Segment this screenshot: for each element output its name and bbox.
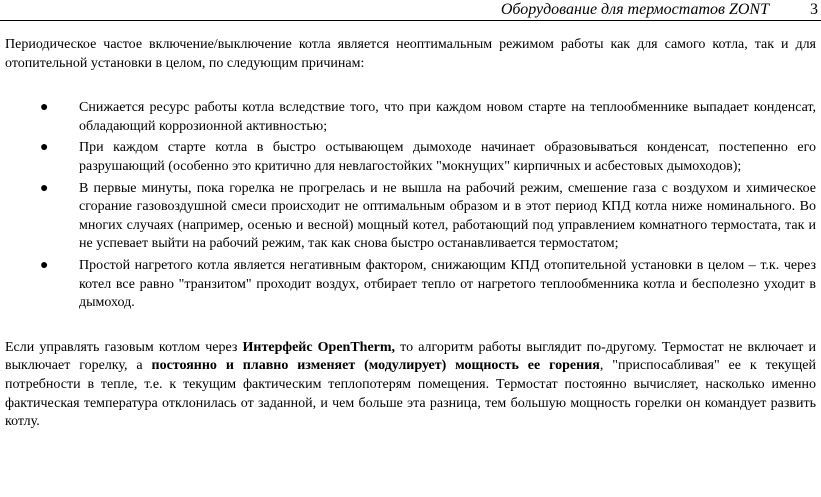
list-item-text: При каждом старте котла в быстро остывающем дымоходе начинает образовываться конденсат, постепенно его разрушающий (особенно это критично для невлагостойких "мокнущих" кирпичных и асбестовых дымоходов); bbox=[79, 140, 816, 174]
document-body bbox=[5, 36, 816, 432]
opentherm-interface-term: Интерфейс OpenTherm, bbox=[242, 339, 396, 355]
list-item-text: В первые минуты, пока горелка не прогрелась и не вышла на рабочий режим, смешение газа с воздухом и химическое сгорание газовоздушной смеси происходит не оптимальным образом и в этот период КПД котла ниже номинального. Во многих случаях (например, осенью и весной) мощный котел, работающий под управлением комнатного термостата, так и не успевает выйти на рабочий режим, так как снова быстро останавливается термостатом; bbox=[79, 180, 816, 252]
header-title: Оборудование для термостатов ZONT bbox=[500, 1, 769, 18]
list-item-text: Простой нагретого котла является негативным фактором, снижающим КПД отопительной установки в целом – т.к. через котел все равно "транзитом" проходит воздух, отбирает тепло от нагретого теплообменника котла и бесполезно уходит в дымоход. bbox=[79, 257, 816, 311]
page-number: 3 bbox=[810, 1, 818, 18]
page-header bbox=[0, 0, 821, 21]
reasons-list bbox=[5, 99, 816, 313]
list-item-text: Снижается ресурс работы котла вследствие того, что при каждом новом старте на теплообменнике выпадает конденсат, обладающий коррозионной активностью; bbox=[79, 100, 816, 134]
outro-text-1: Если управлять газовым котлом через bbox=[5, 339, 243, 355]
list-item bbox=[5, 139, 816, 176]
list-item bbox=[5, 180, 816, 254]
outro-text-2: то алгоритм работы выглядит по-другому. Термостат не включает и выключает горелку, а bbox=[5, 339, 817, 374]
modulation-emphasis: постоянно и плавно изменяет (модулирует) мощность ее горения bbox=[151, 358, 600, 374]
outro-text-3: , "приспосабливая" ее к текущей потребности в тепле, т.е. к текущим фактическим теплопотерям помещения. Термостат постоянно вычисляет, насколько именно фактическая температура отклонилась от заданной, и чем больше эта разница, тем большую мощность горелки он командует развить котлу. bbox=[5, 358, 816, 430]
list-item bbox=[5, 99, 816, 136]
bullet-icon: ● bbox=[40, 100, 49, 116]
bullet-icon: ● bbox=[40, 140, 49, 156]
outro-paragraph bbox=[5, 339, 816, 432]
bullet-icon: ● bbox=[40, 180, 49, 196]
list-item bbox=[5, 257, 816, 313]
intro-paragraph: Периодическое частое включение/выключение котла является неоптимальным режимом работы как для самого котла, так и для отопительной установки в целом, по следующим причинам: bbox=[5, 37, 816, 71]
bullet-icon: ● bbox=[40, 257, 49, 273]
